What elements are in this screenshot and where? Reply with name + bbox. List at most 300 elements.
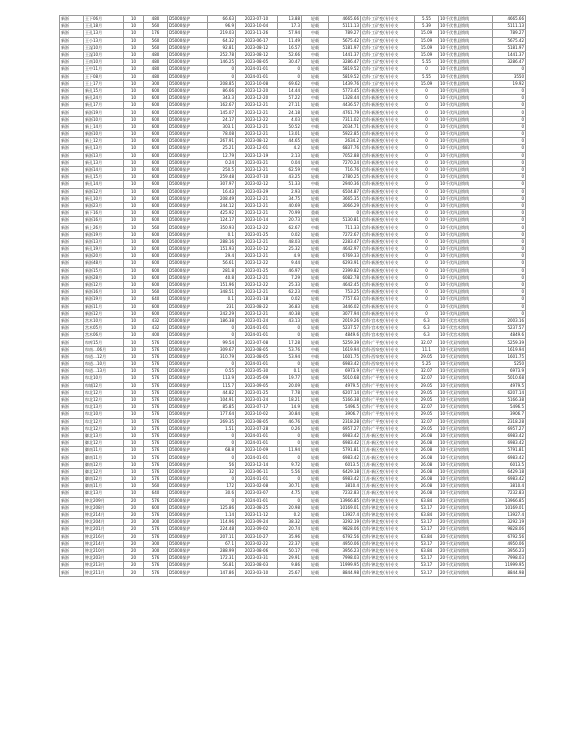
- cell-max-load: 12.79: [208, 152, 236, 159]
- cell-line-name: 帘北12月: [84, 425, 124, 432]
- cell-area: 新浙: [60, 174, 84, 181]
- cell-load-rate: 9.86: [278, 562, 302, 569]
- cell-source: D5000保护: [168, 238, 208, 245]
- cell-line-name: 新上26月: [84, 224, 124, 231]
- cell-area: 新浙: [60, 562, 84, 569]
- cell-available: 4950.06: [493, 540, 526, 547]
- cell-load-status: 轻载: [302, 468, 329, 475]
- cell-capacity: 432: [144, 325, 168, 332]
- cell-area: 新浙: [60, 37, 84, 44]
- cell-load-rate: 4.9: [278, 253, 302, 260]
- cell-max-load: 172: [208, 483, 236, 490]
- cell-substation: 信科·钟北变(专)专支: [361, 511, 415, 518]
- cell-remaining: 2019.26: [329, 317, 361, 324]
- cell-remaining: 6504.87: [329, 188, 361, 195]
- cell-load-rate: 30.47: [278, 59, 302, 66]
- cell-remaining: 10169.01: [329, 504, 361, 511]
- cell-area: 新浙: [60, 519, 84, 526]
- cell-substation: 信科·新浙变(专)专支: [361, 289, 415, 296]
- cell-available: 3286.47: [493, 59, 526, 66]
- cell-date: 2024-01-01: [236, 332, 278, 339]
- cell-capacity: 600: [144, 310, 168, 317]
- cell-area: 新浙: [60, 504, 84, 511]
- cell-remaining: 4642.97: [329, 246, 361, 253]
- cell-max-load: 66.63: [208, 16, 236, 23]
- cell-load-rate: 40.38: [278, 310, 302, 317]
- cell-rate-value: 0: [415, 181, 439, 188]
- cell-feeder: 10千伏双帘馈线: [439, 389, 493, 396]
- cell-line-name: 新孔13月: [84, 159, 124, 166]
- cell-remaining: 5111.13: [329, 23, 361, 30]
- cell-line-name: 王孔13月: [84, 30, 124, 37]
- cell-substation: 信科·新浙变(专)专支: [361, 231, 415, 238]
- table-row: [60, 411, 526, 418]
- cell-load-status: 轻载: [302, 418, 329, 425]
- table-row: [60, 361, 526, 368]
- cell-source: D5000保护: [168, 555, 208, 562]
- cell-line-name: 帘道…12月: [84, 353, 124, 360]
- cell-area: 新浙: [60, 547, 84, 554]
- cell-area: 新浙: [60, 476, 84, 483]
- table-row: [60, 231, 526, 238]
- cell-remaining: 4761.79: [329, 109, 361, 116]
- cell-line-name: 新浙10月: [84, 131, 124, 138]
- table-row: [60, 210, 526, 217]
- cell-area: 新浙: [60, 533, 84, 540]
- cell-available: 7998.03: [493, 555, 526, 562]
- cell-load-status: 中载: [302, 289, 329, 296]
- cell-date: 2023-01-25: [236, 389, 278, 396]
- cell-rate-value: 0: [415, 238, 439, 245]
- cell-load-status: 中载: [302, 95, 329, 102]
- cell-load-rate: 48.03: [278, 238, 302, 245]
- cell-date: 2023-12-21: [236, 195, 278, 202]
- table-row: [60, 569, 526, 576]
- cell-max-load: 309.67: [208, 346, 236, 353]
- cell-load-status: 轻载: [302, 432, 329, 439]
- cell-voltage: 10: [124, 339, 144, 346]
- cell-rate-value: 29.05: [415, 411, 439, 418]
- cell-capacity: 560: [144, 289, 168, 296]
- cell-load-rate: 52.66: [278, 51, 302, 58]
- cell-max-load: 29.4: [208, 253, 236, 260]
- cell-load-status: 轻载: [302, 131, 329, 138]
- cell-voltage: 10: [124, 231, 144, 238]
- cell-area: 新浙: [60, 109, 84, 116]
- cell-feeder: 10千伏双帘馈线: [439, 425, 493, 432]
- cell-line-name: 新浙12月: [84, 310, 124, 317]
- table-row: [60, 138, 526, 145]
- table-row: [60, 246, 526, 253]
- cell-load-status: 轻载: [302, 526, 329, 533]
- table-row: [60, 519, 526, 526]
- cell-remaining: 4436.57: [329, 102, 361, 109]
- cell-capacity: 576: [144, 346, 168, 353]
- cell-line-name: 钟北216月: [84, 533, 124, 540]
- cell-voltage: 10: [124, 425, 144, 432]
- cell-capacity: 480: [144, 66, 168, 73]
- cell-load-status: 轻载: [302, 411, 329, 418]
- cell-max-load: 252.78: [208, 51, 236, 58]
- cell-available: 8844.98: [493, 569, 526, 576]
- cell-voltage: 10: [124, 418, 144, 425]
- cell-area: 新浙: [60, 483, 84, 490]
- cell-area: 新浙: [60, 332, 84, 339]
- table-row: [60, 368, 526, 375]
- cell-rate-value: 53.17: [415, 569, 439, 576]
- cell-substation: 信科·新浙变(专)专支: [361, 210, 415, 217]
- cell-rate-value: 0: [415, 296, 439, 303]
- cell-area: 新浙: [60, 166, 84, 173]
- cell-load-status: 轻载: [302, 325, 329, 332]
- cell-capacity: 576: [144, 511, 168, 518]
- table-row: [60, 310, 526, 317]
- cell-capacity: 600: [144, 202, 168, 209]
- cell-line-name: 御南11月: [84, 454, 124, 461]
- cell-remaining: 5819.52: [329, 73, 361, 80]
- cell-voltage: 10: [124, 346, 144, 353]
- cell-capacity: 400: [144, 332, 168, 339]
- cell-date: 2023-06-17: [236, 37, 278, 44]
- cell-rate-value: 26.08: [415, 447, 439, 454]
- cell-load-status: 轻载: [302, 396, 329, 403]
- cell-area: 新浙: [60, 131, 84, 138]
- cell-line-name: 宫木06月: [84, 332, 124, 339]
- cell-area: 新浙: [60, 317, 84, 324]
- cell-remaining: 3810.4: [329, 483, 361, 490]
- cell-load-status: 中载: [302, 166, 329, 173]
- cell-line-name: 帘道…10月: [84, 361, 124, 368]
- cell-load-status: 轻载: [302, 260, 329, 267]
- cell-source: D5000保护: [168, 116, 208, 123]
- table-row: [60, 166, 526, 173]
- cell-rate-value: 32.07: [415, 375, 439, 382]
- cell-available: 5237.57: [493, 325, 526, 332]
- table-row: [60, 260, 526, 267]
- cell-load-rate: 50.52: [278, 123, 302, 130]
- cell-capacity: 576: [144, 440, 168, 447]
- cell-max-load: 244.12: [208, 202, 236, 209]
- cell-remaining: 7052.88: [329, 152, 361, 159]
- cell-load-status: 轻载: [302, 59, 329, 66]
- cell-area: 新浙: [60, 44, 84, 51]
- cell-substation: 信科·新浙变(专)专支: [361, 131, 415, 138]
- cell-max-load: 115.7: [208, 382, 236, 389]
- cell-remaining: 5675.42: [329, 37, 361, 44]
- cell-substation: 信科·新浙变(专)专支: [361, 109, 415, 116]
- cell-available: 0: [493, 267, 526, 274]
- cell-area: 新浙: [60, 303, 84, 310]
- cell-capacity: 576: [144, 375, 168, 382]
- cell-load-status: 轻载: [302, 188, 329, 195]
- cell-available: 0: [493, 217, 526, 224]
- table-row: [60, 396, 526, 403]
- cell-rate-value: 26.08: [415, 432, 439, 439]
- cell-substation: 信科·新浙变(专)专支: [361, 303, 415, 310]
- cell-capacity: 432: [144, 317, 168, 324]
- table-row: [60, 274, 526, 281]
- cell-max-load: 68.8: [208, 447, 236, 454]
- cell-source: D5000保护: [168, 339, 208, 346]
- cell-substation: 信科·新浙变(专)专支: [361, 188, 415, 195]
- cell-feeder: 10千伏双帘馈线: [439, 461, 493, 468]
- cell-available: 5675.42: [493, 37, 526, 44]
- cell-substation: 信科·广平变(专)专支: [361, 375, 415, 382]
- cell-feeder: 10千伏四县馈线: [439, 274, 493, 281]
- cell-source: D5000保护: [168, 166, 208, 173]
- table-row: [60, 102, 526, 109]
- cell-rate-value: 0: [415, 217, 439, 224]
- cell-available: 3906.7: [493, 411, 526, 418]
- cell-date: 2023-12-21: [236, 253, 278, 260]
- cell-load-rate: 0: [278, 476, 302, 483]
- cell-feeder: 10千伏宫木馈线: [439, 325, 493, 332]
- cell-load-rate: 4.75: [278, 490, 302, 497]
- cell-substation: 信科·新浙变(专)专支: [361, 217, 415, 224]
- cell-available: 3956.23: [493, 547, 526, 554]
- cell-available: 5496.5: [493, 404, 526, 411]
- cell-voltage: 10: [124, 274, 144, 281]
- cell-remaining: 711.33: [329, 224, 361, 231]
- cell-remaining: 4979.5: [329, 382, 361, 389]
- cell-rate-value: 5.39: [415, 23, 439, 30]
- cell-max-load: 0: [208, 73, 236, 80]
- cell-line-name: 钟北214月: [84, 540, 124, 547]
- cell-max-load: 208.49: [208, 195, 236, 202]
- cell-remaining: 7998.03: [329, 555, 361, 562]
- cell-rate-value: 32.07: [415, 368, 439, 375]
- cell-line-name: 新孔17月: [84, 102, 124, 109]
- cell-max-load: 147.86: [208, 569, 236, 576]
- cell-load-status: 轻载: [302, 519, 329, 526]
- cell-substation: 信科·宫木变(专)专支: [361, 317, 415, 324]
- cell-voltage: 10: [124, 289, 144, 296]
- cell-available: 1441.37: [493, 51, 526, 58]
- cell-line-name: 新浙19月: [84, 109, 124, 116]
- cell-date: 2023-10-09: [236, 447, 278, 454]
- cell-line-name: 新浙19月: [84, 296, 124, 303]
- cell-source: D5000保护: [168, 375, 208, 382]
- cell-area: 新浙: [60, 274, 84, 281]
- cell-substation: 信科·广平变(专)专支: [361, 396, 415, 403]
- cell-area: 新浙: [60, 310, 84, 317]
- cell-remaining: 5922.85: [329, 131, 361, 138]
- table-row: [60, 375, 526, 382]
- cell-rate-value: 0: [415, 260, 439, 267]
- cell-line-name: 新浙10月: [84, 116, 124, 123]
- cell-load-status: 轻载: [302, 102, 329, 109]
- cell-substation: 江苏·新区变(专)专支: [361, 461, 415, 468]
- cell-source: D5000保护: [168, 51, 208, 58]
- cell-rate-value: 15.09: [415, 37, 439, 44]
- table-row: [60, 44, 526, 51]
- cell-capacity: 576: [144, 497, 168, 504]
- cell-max-load: 85.85: [208, 404, 236, 411]
- cell-voltage: 10: [124, 123, 144, 130]
- cell-feeder: 20千伏双帘馈线: [439, 533, 493, 540]
- cell-date: 2023-08-12: [236, 51, 278, 58]
- cell-rate-value: 0: [415, 87, 439, 94]
- cell-line-name: 新浙16月: [84, 217, 124, 224]
- cell-max-load: 64.32: [208, 37, 236, 44]
- cell-source: D5000保护: [168, 519, 208, 526]
- cell-feeder: 10千伏四县馈线: [439, 303, 493, 310]
- cell-remaining: 6983.42: [329, 476, 361, 483]
- cell-available: 0: [493, 131, 526, 138]
- cell-source: D5000保护: [168, 37, 208, 44]
- table-row: [60, 217, 526, 224]
- cell-date: 2023-07-17: [236, 404, 278, 411]
- cell-date: 2024-01-01: [236, 66, 278, 73]
- cell-feeder: 20千伏双帘馈线: [439, 526, 493, 533]
- table-row: [60, 332, 526, 339]
- cell-max-load: 0: [208, 432, 236, 439]
- cell-substation: 信科·广平变(专)专支: [361, 411, 415, 418]
- cell-voltage: 10: [124, 152, 144, 159]
- cell-source: D5000保护: [168, 289, 208, 296]
- cell-date: 2023-10-14: [236, 217, 278, 224]
- cell-substation: 信科·工矿变(专)专支: [361, 44, 415, 51]
- cell-max-load: 343.3: [208, 95, 236, 102]
- cell-source: D5000保护: [168, 174, 208, 181]
- table-row: [60, 404, 526, 411]
- cell-substation: 江苏·新区变(专)专支: [361, 483, 415, 490]
- cell-available: 5791.81: [493, 447, 526, 454]
- cell-feeder: 10千伏四县馈线: [439, 102, 493, 109]
- cell-max-load: 0.24: [208, 159, 236, 166]
- cell-available: 4665.66: [493, 16, 526, 23]
- cell-load-rate: 25.67: [278, 569, 302, 576]
- cell-area: 新浙: [60, 404, 84, 411]
- cell-rate-value: 0: [415, 289, 439, 296]
- cell-voltage: 20: [124, 497, 144, 504]
- cell-source: D5000保护: [168, 303, 208, 310]
- cell-available: 6983.42: [493, 454, 526, 461]
- cell-line-name: 御北12月: [84, 468, 124, 475]
- cell-area: 新浙: [60, 152, 84, 159]
- table-row: [60, 152, 526, 159]
- cell-substation: 信科·新浙变(专)专支: [361, 123, 415, 130]
- cell-remaining: 753.25: [329, 289, 361, 296]
- cell-remaining: 5010.68: [329, 375, 361, 382]
- table-row: [60, 73, 526, 80]
- cell-date: 2023-07-08: [236, 339, 278, 346]
- cell-feeder: 20千伏双帘馈线: [439, 540, 493, 547]
- cell-area: 新浙: [60, 87, 84, 94]
- cell-date: 2023-03-29: [236, 188, 278, 195]
- cell-date: 2023-12-21: [236, 289, 278, 296]
- cell-max-load: 24.17: [208, 116, 236, 123]
- cell-date: 2023-08-05: [236, 418, 278, 425]
- cell-max-load: 0: [208, 440, 236, 447]
- table-row: [60, 267, 526, 274]
- cell-voltage: 20: [124, 511, 144, 518]
- cell-available: 0: [493, 95, 526, 102]
- cell-line-name: 新下16月: [84, 210, 124, 217]
- cell-voltage: 10: [124, 361, 144, 368]
- cell-available: 6973.9: [493, 368, 526, 375]
- cell-capacity: 600: [144, 238, 168, 245]
- table-row: [60, 317, 526, 324]
- cell-source: D5000保护: [168, 145, 208, 152]
- cell-source: D5000保护: [168, 224, 208, 231]
- cell-remaining: 6973.9: [329, 368, 361, 375]
- cell-remaining: 6082.78: [329, 274, 361, 281]
- cell-rate-value: 0: [415, 152, 439, 159]
- cell-load-status: 轻载: [302, 274, 329, 281]
- cell-line-name: 新孔15月: [84, 87, 124, 94]
- cell-line-name: 新浙12月: [84, 188, 124, 195]
- cell-date: 2023-12-21: [236, 310, 278, 317]
- cell-capacity: 640: [144, 490, 168, 497]
- cell-capacity: 300: [144, 547, 168, 554]
- cell-line-name: 钟北204月: [84, 519, 124, 526]
- cell-remaining: 5819.52: [329, 66, 361, 73]
- cell-line-name: 新浙13月: [84, 152, 124, 159]
- cell-max-load: 0: [208, 361, 236, 368]
- cell-capacity: 600: [144, 123, 168, 130]
- cell-voltage: 10: [124, 195, 144, 202]
- cell-remaining: 4849.6: [329, 332, 361, 339]
- cell-voltage: 10: [124, 461, 144, 468]
- cell-load-status: 轻载: [302, 404, 329, 411]
- cell-capacity: 560: [144, 23, 168, 30]
- cell-capacity: 600: [144, 87, 168, 94]
- cell-substation: 江苏·新区变(专)专支: [361, 490, 415, 497]
- cell-source: D5000保护: [168, 181, 208, 188]
- cell-capacity: 600: [144, 210, 168, 217]
- cell-rate-value: 29.05: [415, 382, 439, 389]
- cell-feeder: 10千伏四县馈线: [439, 152, 493, 159]
- cell-rate-value: 32.07: [415, 339, 439, 346]
- cell-capacity: 560: [144, 224, 168, 231]
- cell-substation: 信科·钟北变(专)专支: [361, 569, 415, 576]
- cell-source: D5000保护: [168, 447, 208, 454]
- cell-voltage: 20: [124, 533, 144, 540]
- cell-remaining: 3446.02: [329, 303, 361, 310]
- table-row: [60, 504, 526, 511]
- cell-capacity: 600: [144, 195, 168, 202]
- cell-load-rate: 4.03: [278, 116, 302, 123]
- cell-available: 0: [493, 246, 526, 253]
- cell-date: 2023-07-28: [236, 425, 278, 432]
- cell-max-load: 56.61: [208, 260, 236, 267]
- cell-source: D5000保护: [168, 195, 208, 202]
- cell-substation: 信科·新浙变(专)专支: [361, 267, 415, 274]
- cell-substation: 信科·工矿变(专)专支: [361, 30, 415, 37]
- cell-capacity: 600: [144, 274, 168, 281]
- cell-load-rate: 62.23: [278, 289, 302, 296]
- cell-area: 新浙: [60, 210, 84, 217]
- cell-load-rate: 5.56: [278, 468, 302, 475]
- cell-voltage: 10: [124, 476, 144, 483]
- cell-capacity: 576: [144, 411, 168, 418]
- cell-area: 新浙: [60, 353, 84, 360]
- cell-available: 789.27: [493, 30, 526, 37]
- cell-max-load: 25.21: [208, 145, 236, 152]
- cell-capacity: 300: [144, 519, 168, 526]
- cell-max-load: 0.1: [208, 231, 236, 238]
- cell-rate-value: 26.08: [415, 476, 439, 483]
- cell-max-load: 104.91: [208, 396, 236, 403]
- cell-area: 新浙: [60, 253, 84, 260]
- cell-area: 新浙: [60, 138, 84, 145]
- table-row: [60, 23, 526, 30]
- cell-substation: 信科·钟北变(专)专支: [361, 519, 415, 526]
- cell-voltage: 10: [124, 145, 144, 152]
- cell-area: 新浙: [60, 440, 84, 447]
- cell-feeder: 10千伏普县馈线: [439, 80, 493, 87]
